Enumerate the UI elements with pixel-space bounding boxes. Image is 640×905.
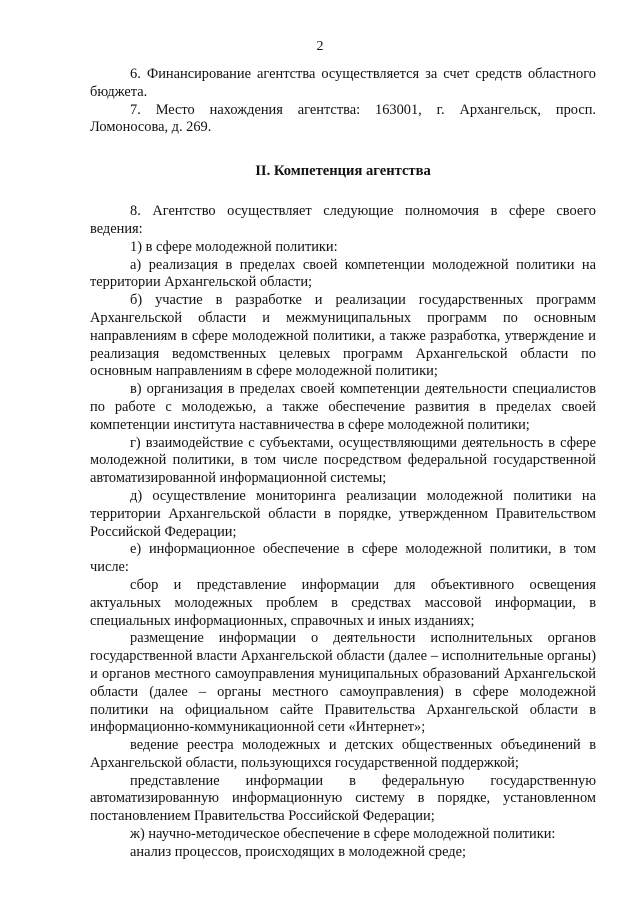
paragraph-7: 7. Место нахождения агентства: 163001, г. Архангельск, просп. Ломоносова, д. 269. [90,101,596,136]
subitem-info-publication: размещение информации о деятельности исполнительных органов государственной власти Архангельской области (далее – исполнительные органы) и органов местного самоуправления муниципальных образований Архангельской области (далее – органы местного самоуправления) в сфере молодежной политики на официальном сайте Правительства Архангельской области в информационно-коммуникационной сети «Интернет»; [90,630,596,736]
subitem-info-collection: сбор и представление информации для объективного освещения актуальных молодежных проблем в средствах массовой информации, в специальных информационных, справочных и иных изданиях; [90,576,596,629]
subitem-registry: ведение реестра молодежных и детских общественных объединений в Архангельской области, пользующихся государственной поддержкой; [90,737,596,771]
item-zh: ж) научно-методическое обеспечение в сфере молодежной политики: [130,826,556,843]
item-v: в) организация в пределах своей компетенции деятельности специалистов по работе с молодежью, а также обеспечение развития в пределах своей компетенции института наставничества в сфере молодежной политики; [90,381,596,433]
item-g: г) взаимодействие с субъектами, осуществляющими деятельность в сфере молодежной политики, в том числе посредством федеральной государственной автоматизированной информационной системы; [90,434,596,487]
subitem-info-submission: представление информации в федеральную государственную автоматизированную информационную систему в порядке, установленном постановлением Правительства Российской Федерации; [90,772,596,825]
item-1-youth-policy: 1) в сфере молодежной политики: [130,238,338,255]
page-number: 2 [316,39,324,54]
item-d: д) осуществление мониторинга реализации молодежной политики на территории Архангельской области в порядке, утвержденном Правительством Российской Федерации; [90,487,596,540]
paragraph-8: 8. Агентство осуществляет следующие полномочия в сфере своего ведения: [90,203,596,237]
item-e: е) информационное обеспечение в сфере молодежной политики, в том числе: [90,541,596,576]
item-b: б) участие в разработке и реализации государственных программ Архангельской области и межмуниципальных программ по основным направлениям в сфере молодежной политики, а также разработка, утверждение и реализация ведомственных целевых программ Архангельской области по основным направлениям в сфере молодежной политики; [90,292,596,380]
subitem-process-analysis: анализ процессов, происходящих в молодежной среде; [130,843,467,860]
section-heading: II. Компетенция агентства [255,163,431,180]
document-body [90,66,596,862]
item-a: а) реализация в пределах своей компетенции молодежной политики на территории Архангельской области; [90,256,596,291]
paragraph-6: 6. Финансирование агентства осуществляется за счет средств областного бюджета. [90,66,596,100]
